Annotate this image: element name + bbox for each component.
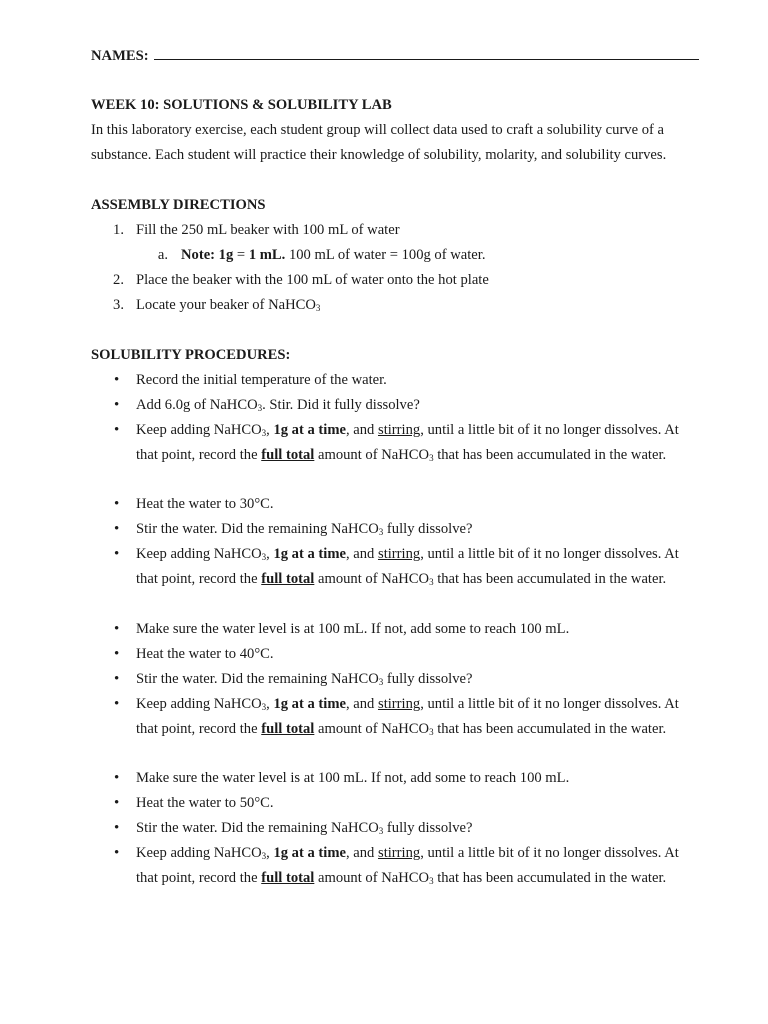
- bullet: •: [114, 621, 120, 637]
- bullet: •: [114, 671, 120, 687]
- lab-title: WEEK 10: SOLUTIONS & SOLUBILITY LAB: [91, 97, 392, 113]
- step-text: Place the beaker with the 100 mL of water onto the hot plate: [136, 272, 489, 288]
- bullet: •: [114, 696, 120, 712]
- bullet: •: [114, 422, 120, 438]
- step-number: 3.: [113, 297, 124, 313]
- step-text: Fill the 250 mL beaker with 100 mL of water: [136, 222, 400, 238]
- step-text: Locate your beaker of NaHCO$_3$: [136, 297, 321, 313]
- names-line: [91, 47, 699, 65]
- bullet: •: [114, 496, 120, 512]
- intro-line-2: substance. Each student will practice their knowledge of solubility, molarity, and solubility curves.: [91, 147, 667, 163]
- step-number: 1.: [113, 222, 124, 238]
- bullet: •: [114, 795, 120, 811]
- bullet: •: [114, 820, 120, 836]
- bullet: •: [114, 397, 120, 413]
- names-blank: [154, 47, 699, 60]
- bullet: •: [114, 845, 120, 861]
- note-text: Note: 1g = 1 mL. 100 mL of water = 100g of water.: [181, 247, 486, 263]
- bullet: •: [114, 372, 120, 388]
- bullet: •: [114, 546, 120, 562]
- bullet: •: [114, 646, 120, 662]
- lab-worksheet: NAMES: WEEK 10: SOLUTIONS & SOLUBILITY LAB In this laboratory exercise, each student group will collect data used to craft a solubility curve of a substance. Each student will practice their knowledge of solubility, molarity, and solubility curves. ASSEMBLY DIRECTIONS 1. Fill the 250 mL beaker with 100 mL of water a. Note: 1g = 1 mL. 100 mL of water = 100g of water. 2. Place the beaker with the 100 mL of water onto the hot plate 3. Locate your beaker of NaHCO$_3$ SOLUBILITY PROCEDURES: • Record the initial temperature of the water. • Add 6.0g of NaHCO$_3$. Stir. Did it fully dissolve? • Keep adding NaHCO$_3$, 1g at a time, and stirring, until a little bit of it no longer dissolves. At that point, record the full total amount of NaHCO$_3$ that has been accumulated in the water. • Heat the water to 30°C. • Stir the water. Did the remaining NaHCO$_3$ fully dissolve? • Keep adding NaHCO$_3$, 1g at a time, and stirring, until a little bit of it no longer dissolves. At that point, record the full total amount of NaHCO$_3$ that has been accumulated in the water. • Make sure the water level is at 100 mL. If not, add some to reach 100 mL. • Heat the water to 40°C. • Stir the water. Did the remaining NaHCO$_3$ fully dissolve? • Keep adding NaHCO$_3$, 1g at a time, and stirring, until a little bit of it no longer dissolves. At that point, record the full total amount of NaHCO$_3$ that has been accumulated in the water. • Make sure the water level is at 100 mL. If not, add some to reach 100 mL. • Heat the water to 50°C. • Stir the water. Did the remaining NaHCO$_3$ fully dissolve? • Keep adding NaHCO$_3$, 1g at a time, and stirring, until a little bit of it no longer dissolves. At that point, record the full total amount of NaHCO$_3$ that has been accumulated in the water.: [0, 0, 768, 1024]
- step-letter: a.: [157, 247, 168, 263]
- names-label: NAMES:: [91, 48, 149, 64]
- intro-line-1: In this laboratory exercise, each student group will collect data used to craft a solubility curve of a: [91, 122, 665, 138]
- bullet: •: [114, 521, 120, 537]
- procedures-heading: SOLUBILITY PROCEDURES:: [91, 347, 291, 363]
- assembly-heading: ASSEMBLY DIRECTIONS: [91, 197, 266, 213]
- bullet: •: [114, 770, 120, 786]
- step-number: 2.: [113, 272, 124, 288]
